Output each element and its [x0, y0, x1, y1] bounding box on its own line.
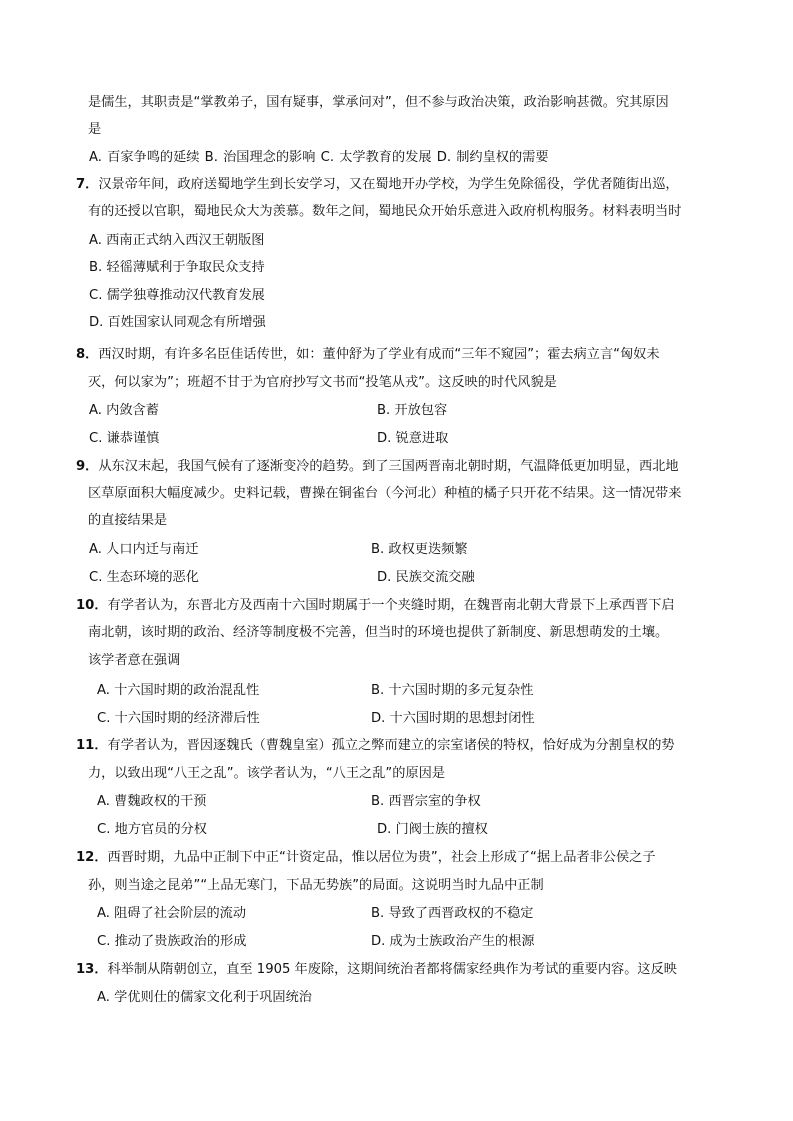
q8-option-a[interactable]: A. 内敛含蓄: [89, 403, 159, 418]
q8-option-c[interactable]: C. 谦恭谨慎: [89, 431, 160, 446]
q9-option-d[interactable]: D. 民族交流交融: [377, 570, 475, 585]
q9-stem: 9．从东汉末起，我国气候有了逐渐变冷的趋势。到了三国两晋南北朝时期，气温降低更加明显，西北地: [76, 459, 679, 474]
q8-stem-line: 灭，何以家为”；班超不甘于为官府抄写文书而“投笔从戎”。这反映的时代风貌是: [88, 375, 557, 390]
q9-stem-line: 的直接结果是: [88, 513, 168, 528]
q10-option-c[interactable]: C. 十六国时期的经济滞后性: [97, 711, 260, 726]
q8-option-b[interactable]: B. 开放包容: [377, 403, 448, 418]
q7-option-a[interactable]: A. 西南正式纳入西汉王朝版图: [89, 233, 265, 248]
q6-stem-line: 是: [88, 122, 102, 137]
q11-stem-line: 力，以致出现“八王之乱”。该学者认为，“八王之乱”的原因是: [88, 766, 446, 781]
question-number: 11．: [76, 738, 108, 753]
q10-stem: 10．有学者认为，东晋北方及西南十六国时期属于一个夹缝时期，在魏晋南北朝大背景下上承西晋下启: [76, 598, 675, 613]
q8-stem: 8．西汉时期，有许多名臣佳话传世，如：董仲舒为了学业有成而“三年不窥园”；霍去病立言“匈奴未: [76, 347, 660, 362]
question-number: 12．: [76, 850, 108, 865]
question-number: 9．: [76, 459, 99, 474]
q11-stem: 11．有学者认为，晋因逐魏氏（曹魏皇室）孤立之弊而建立的宗室诸侯的特权，恰好成为分割皇权的势: [76, 738, 675, 753]
q7-stem: 7．汉景帝年间，政府送蜀地学生到长安学习，又在蜀地开办学校，为学生免除徭役，学优者随街出巡，: [76, 177, 679, 192]
q9-option-a[interactable]: A. 人口内迁与南迁: [89, 542, 199, 557]
q12-stem-line: 孙，则当途之昆弟”“上品无寒门，下品无势族”的局面。这说明当时九品中正制: [88, 878, 544, 893]
q6-options[interactable]: A. 百家争鸣的延续 B. 治国理念的影响 C. 太学教育的发展 D. 制约皇权的需要: [89, 150, 549, 165]
q12-option-a[interactable]: A. 阻碍了社会阶层的流动: [97, 906, 247, 921]
q10-option-b[interactable]: B. 十六国时期的多元复杂性: [371, 683, 534, 698]
question-number: 10．: [76, 598, 108, 613]
q8-option-d[interactable]: D. 锐意进取: [377, 431, 449, 446]
q9-option-c[interactable]: C. 生态环境的恶化: [89, 570, 199, 585]
q12-option-d[interactable]: D. 成为士族政治产生的根源: [371, 934, 535, 949]
question-number: 8．: [76, 347, 99, 362]
q6-stem-line: 是儒生，其职责是“掌教弟子，国有疑事，掌承问对”，但不参与政治决策，政治影响甚微。究其原因: [88, 95, 669, 110]
q13-option-a[interactable]: A. 学优则仕的儒家文化利于巩固统治: [97, 990, 312, 1005]
question-number: 7．: [76, 177, 99, 192]
q11-option-a[interactable]: A. 曹魏政权的干预: [97, 794, 207, 809]
q7-option-c[interactable]: C. 儒学独尊推动汉代教育发展: [89, 288, 265, 303]
question-number: 13．: [76, 962, 108, 977]
q9-option-b[interactable]: B. 政权更迭频繁: [371, 542, 468, 557]
q13-stem: 13．科举制从隋朝创立，直至 1905 年废除，这期间统治者都将儒家经典作为考试的重要内容。这反映: [76, 962, 677, 977]
q10-option-a[interactable]: A. 十六国时期的政治混乱性: [97, 683, 260, 698]
q12-option-b[interactable]: B. 导致了西晋政权的不稳定: [371, 906, 534, 921]
q7-option-b[interactable]: B. 轻徭薄赋利于争取民众支持: [89, 260, 265, 275]
q11-option-b[interactable]: B. 西晋宗室的争权: [371, 794, 481, 809]
q10-option-d[interactable]: D. 十六国时期的思想封闭性: [371, 711, 535, 726]
q7-option-d[interactable]: D. 百姓国家认同观念有所增强: [89, 315, 266, 330]
q7-stem-line: 有的还授以官职，蜀地民众大为羡慕。数年之间，蜀地民众开始乐意进入政府机构服务。材料表明当时: [88, 204, 682, 219]
q10-stem-line: 南北朝，该时期的政治、经济等制度极不完善，但当时的环境也提供了新制度、新思想萌发的土壤。: [88, 625, 669, 640]
q12-option-c[interactable]: C. 推动了贵族政治的形成: [97, 934, 247, 949]
q12-stem: 12．西晋时期，九品中正制下中正“计资定品，惟以居位为贵”，社会上形成了“据上品者非公侯之子: [76, 850, 656, 865]
q10-stem-line: 该学者意在强调: [88, 653, 181, 668]
q11-option-c[interactable]: C. 地方官员的分权: [97, 822, 207, 837]
q9-stem-line: 区草原面积大幅度减少。史料记载，曹操在铜雀台（今河北）种植的橘子只开花不结果。这一情况带来: [88, 486, 682, 501]
q11-option-d[interactable]: D. 门阀士族的擅权: [377, 822, 488, 837]
